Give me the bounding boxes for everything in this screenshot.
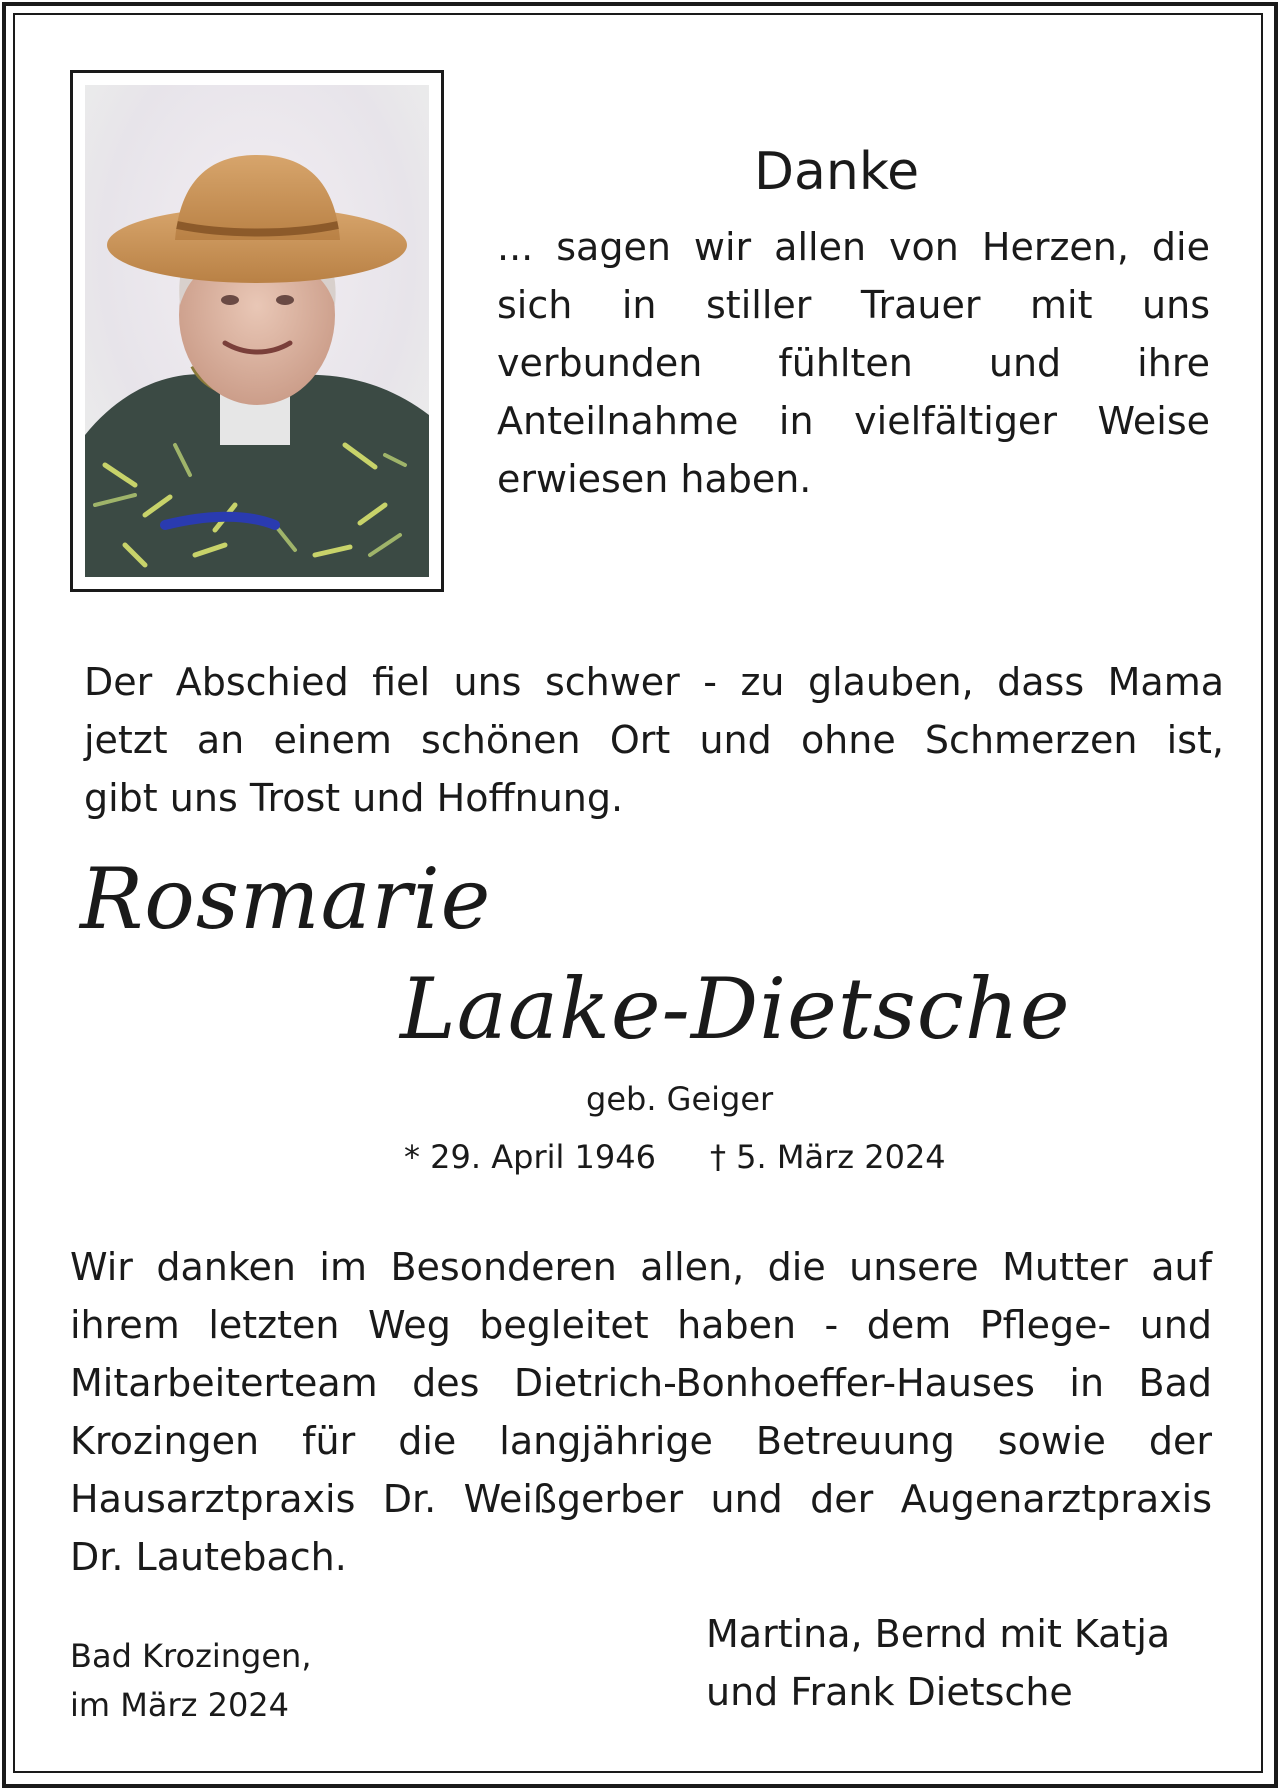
thanks-line-3: verbunden fühlten und ihre	[497, 341, 1210, 385]
first-name: Rosmarie	[80, 850, 492, 948]
birth-name: geb. Geiger	[586, 1080, 774, 1118]
thanks-line-1: ... sagen wir allen von Herzen, die	[497, 225, 1210, 269]
place-line: Bad Krozingen,	[70, 1637, 312, 1675]
thanks-line-4: Anteilnahme in vielfältiger Weise	[497, 399, 1210, 443]
farewell-line-3: gibt uns Trost und Hoffnung.	[84, 776, 624, 820]
birth-date: * 29. April 1946	[404, 1138, 656, 1176]
special-thanks-line-5: Hausarztpraxis Dr. Weißgerber und der Augenarztpraxis	[70, 1477, 1212, 1521]
special-thanks-line-4: Krozingen für die langjährige Betreuung sowie der	[70, 1419, 1212, 1463]
farewell-line-2: jetzt an einem schönen Ort und ohne Schmerzen ist,	[84, 718, 1224, 762]
special-thanks-line-6: Dr. Lautebach.	[70, 1535, 347, 1579]
portrait-frame	[70, 70, 444, 592]
special-thanks-line-1: Wir danken im Besonderen allen, die unsere Mutter auf	[70, 1245, 1212, 1289]
farewell-line-1: Der Abschied fiel uns schwer - zu glauben, dass Mama	[84, 660, 1224, 704]
thanks-line-2: sich in stiller Trauer mit uns	[497, 283, 1210, 327]
date-line: im März 2024	[70, 1686, 290, 1724]
death-date: † 5. März 2024	[710, 1138, 946, 1176]
last-name: Laake-Dietsche	[400, 960, 1071, 1058]
signatories-line-1: Martina, Bernd mit Katja	[706, 1612, 1171, 1656]
heading-danke: Danke	[754, 142, 920, 202]
special-thanks-line-3: Mitarbeiterteam des Dietrich-Bonhoeffer-Hauses in Bad	[70, 1361, 1212, 1405]
portrait-photo	[85, 85, 429, 577]
special-thanks-line-2: ihrem letzten Weg begleitet haben - dem Pflege- und	[70, 1303, 1212, 1347]
thanks-line-5: erwiesen haben.	[497, 457, 812, 501]
signatories-line-2: und Frank Dietsche	[706, 1670, 1073, 1714]
